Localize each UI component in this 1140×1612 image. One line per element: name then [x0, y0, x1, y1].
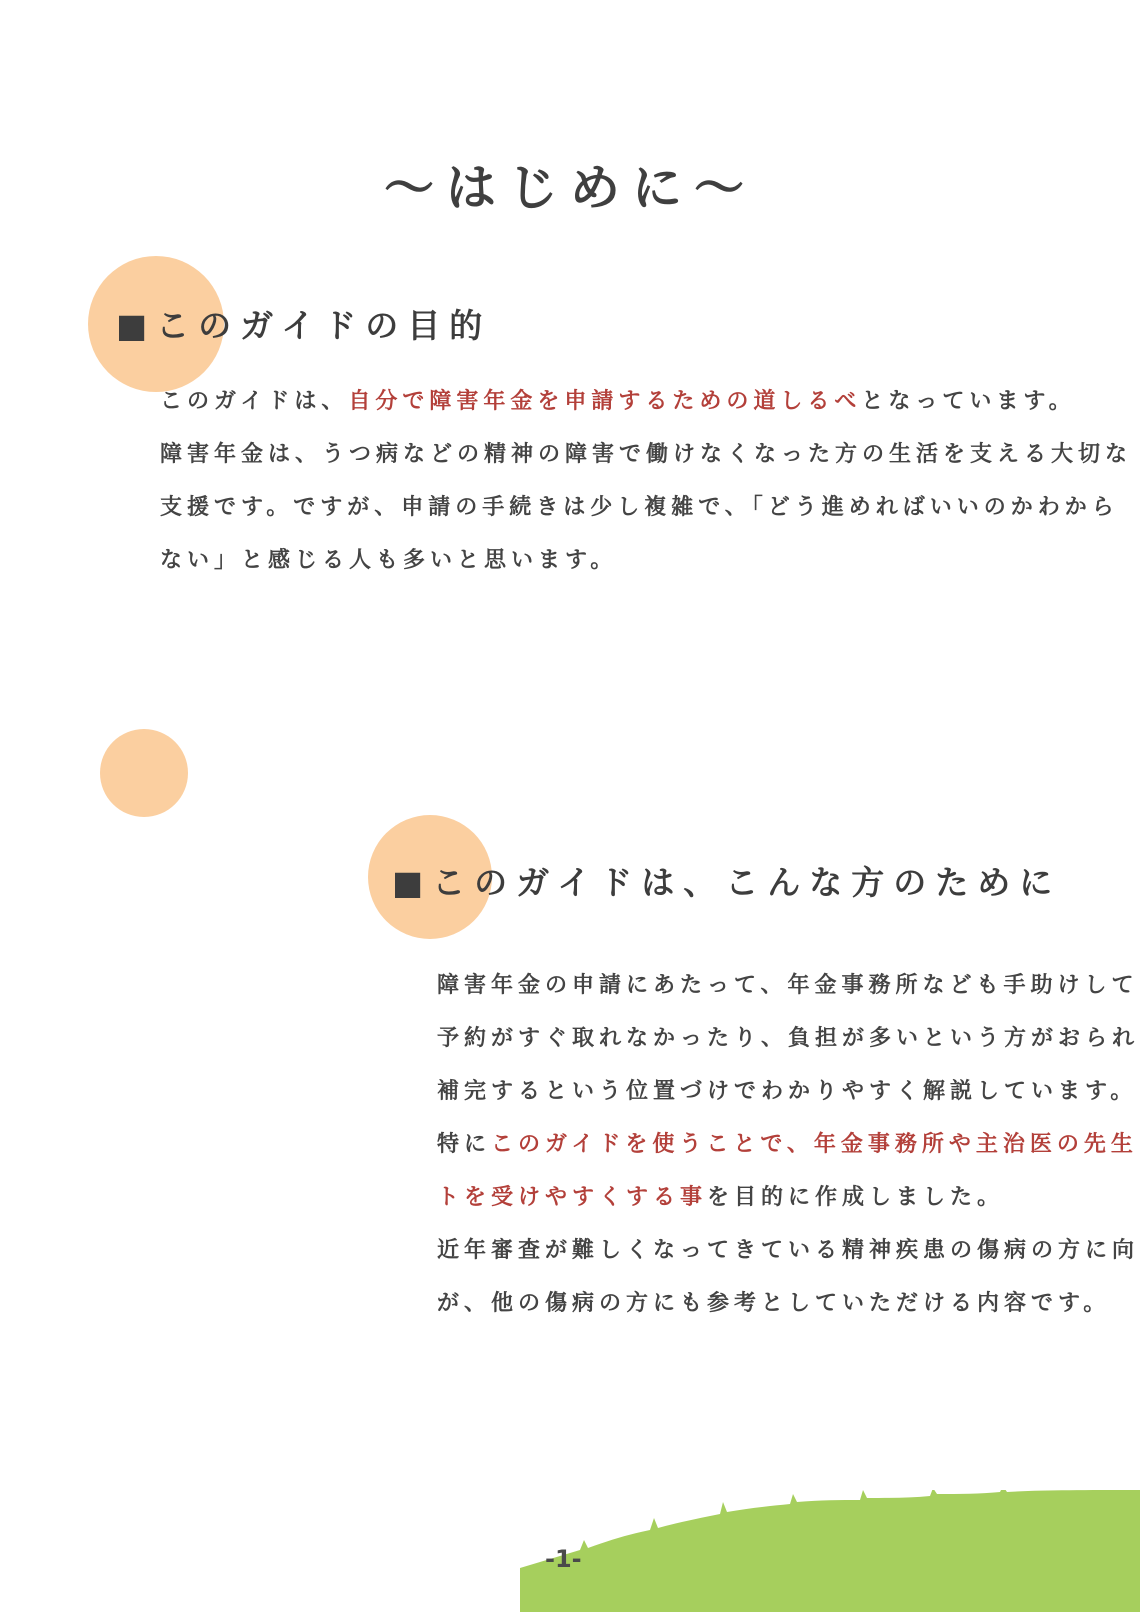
paragraph-line [437, 1171, 1137, 1224]
paragraph-line [160, 375, 1120, 428]
section-heading-purpose: ■このガイドの目的 [116, 306, 492, 345]
page-number: -1- [545, 1545, 582, 1573]
paragraph-line: 障害年金の申請にあたって、年金事務所なども手助けして [437, 973, 1139, 998]
section-audience-body [437, 959, 1140, 1330]
highlighted-text: 自分で障害年金を申請するための道しるべ [348, 389, 862, 414]
paragraph-line: 障害年金は、うつ病などの精神の障害で働けなくなった方の生活を支える大切な [160, 442, 1133, 467]
page-title: ～はじめに～ [384, 159, 756, 217]
paragraph-line: 支援です。ですが、申請の手続きは少し複雑で、「どう進めればいいのかわから [160, 495, 1119, 520]
highlighted-text: このガイドを使うことで、年金事務所や主治医の先生 [491, 1132, 1138, 1157]
paragraph-line: 補完するという位置づけでわかりやすく解説しています。 [437, 1079, 1138, 1104]
section-heading-audience: ■このガイドは、こんな方のために [392, 863, 1062, 902]
paragraph-line [437, 1118, 1137, 1171]
paragraph-line: ない」と感じる人も多いと思います。 [160, 548, 618, 573]
section-purpose-body [160, 375, 1133, 587]
text-run: このガイドは、 [160, 389, 349, 414]
highlighted-text: トを受けやすくする事 [437, 1185, 708, 1210]
text-run: となっています。 [861, 389, 1076, 414]
paragraph-line: 近年審査が難しくなってきている精神疾患の傷病の方に向 [437, 1238, 1140, 1263]
text-run: を目的に作成しました。 [707, 1185, 1005, 1210]
text-run: 特に [437, 1132, 492, 1157]
paragraph-line: 予約がすぐ取れなかったり、負担が多いという方がおられ [437, 1026, 1140, 1051]
paragraph-line: が、他の傷病の方にも参考としていただける内容です。 [437, 1291, 1111, 1316]
decorative-circle [100, 729, 188, 817]
grass-illustration [520, 1490, 1140, 1612]
